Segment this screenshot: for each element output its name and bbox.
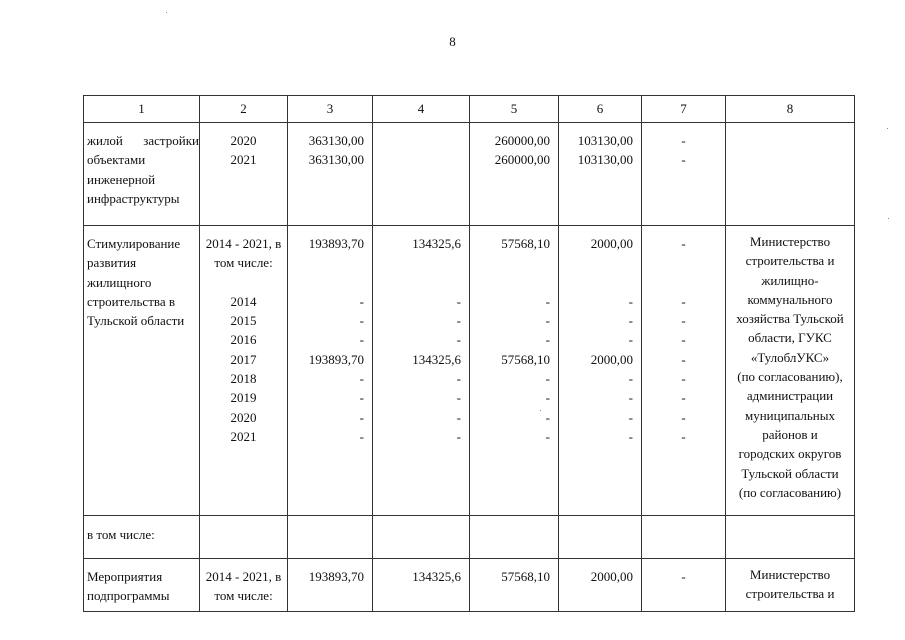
cell-line: 260000,00 [494,152,550,168]
cell-line: - [545,390,550,406]
cell-line: - [628,390,633,406]
cell-line: в том числе: [87,527,155,542]
cell-line: - [359,293,364,309]
amount-cell [470,516,559,559]
cell-line: - [545,313,550,329]
cell-line: 363130,00 [308,133,364,148]
period-cell [200,123,288,226]
cell-line [288,253,364,272]
cell-line: - [456,390,461,406]
cell-line: 2019 [230,390,257,406]
cell-line [470,273,550,292]
amount-cell [559,123,642,226]
cell-line: - [681,409,686,425]
scan-speck [166,12,167,13]
cell-line: 57568,10 [501,569,550,584]
cell-line: - [359,428,364,444]
cell-line: объектами [87,152,146,168]
cell-line: 134325,6 [412,236,461,251]
cell-line: 134325,6 [412,351,461,367]
cell-line: том числе: [214,255,273,271]
cell-line: - [456,428,461,444]
cell-line: - [628,371,633,387]
cell-line: - [545,371,550,387]
amount-cell [642,516,726,559]
cell-line [470,253,550,272]
cell-line: (по согласованию), [737,369,843,385]
column-header: 3 [288,96,373,123]
event-name-cell [84,559,200,612]
cell-line: 193893,70 [308,351,364,367]
cell-line: - [359,371,364,387]
cell-line: - [628,409,633,425]
cell-line: (по согласованию) [738,484,842,500]
page-number: 8 [449,34,456,49]
amount-cell [373,516,470,559]
column-header: 6 [559,96,642,123]
cell-line: - [359,313,364,329]
cell-line [642,253,725,272]
total-amount-cell [288,516,373,559]
period-cell [200,516,288,559]
table-row [84,516,855,559]
cell-line: строительства и [745,586,835,602]
amount-cell [470,226,559,516]
cell-line: развития [87,255,137,271]
cell-line: - [681,428,686,444]
amount-cell [559,559,642,612]
column-header: 8 [726,96,855,123]
cell-line: 2021 [230,152,257,168]
cell-line: - [628,428,633,444]
total-amount-cell [288,559,373,612]
amount-cell [373,123,470,226]
column-header: 2 [200,96,288,123]
amount-cell [642,123,726,226]
cell-line: - [628,313,633,329]
amount-cell [642,226,726,516]
column-header: 5 [470,96,559,123]
cell-line: 2016 [230,332,257,348]
event-name-cell [84,226,200,516]
column-header: 4 [373,96,470,123]
cell-line: - [681,152,686,168]
cell-line: том числе: [214,588,273,604]
cell-line: Министерство [749,234,831,249]
responsible-cell [726,516,855,559]
cell-line: районов и [762,426,818,442]
cell-line: 2018 [230,371,257,387]
cell-line: - [456,293,461,309]
cell-line [559,253,633,272]
cell-line: - [545,293,550,309]
cell-line: 134325,6 [412,569,461,584]
cell-line: - [681,390,686,406]
cell-line: администрации [746,388,834,404]
amount-cell [470,123,559,226]
cell-line [559,273,633,292]
cell-line: - [681,293,686,309]
cell-line: инфраструктуры [87,190,180,206]
cell-line: 2000,00 [590,236,633,251]
cell-line: - [359,390,364,406]
cell-line: Министерство [749,567,831,582]
amount-cell [559,226,642,516]
cell-line: 193893,70 [308,569,364,584]
cell-line: - [681,313,686,329]
cell-line: 363130,00 [308,152,364,168]
period-cell [200,559,288,612]
table-row [84,559,855,612]
cell-line: Мероприятия [87,569,163,584]
table-header-row [84,96,855,123]
amount-cell [559,516,642,559]
cell-line: - [456,332,461,348]
table-row [84,226,855,516]
cell-line [288,273,364,292]
cell-line: 2017 [230,351,257,367]
cell-line: - [359,332,364,348]
cell-line: хозяйства Тульской [736,311,844,327]
cell-line: Тульской области [741,465,839,481]
cell-line: Тульской области [87,313,185,329]
cell-line: - [456,313,461,329]
cell-line: - [545,409,550,425]
scan-speck [887,128,888,129]
cell-line: 260000,00 [494,133,550,148]
cell-line: 2021 [230,428,257,444]
scan-speck [888,218,889,219]
responsible-cell [726,559,855,612]
column-header: 7 [642,96,726,123]
cell-line: «ТулоблУКС» [750,349,830,365]
cell-line: 2015 [230,313,257,329]
budget-table [83,95,855,612]
section-label-cell [84,516,200,559]
cell-line: - [456,371,461,387]
cell-line: - [545,428,550,444]
cell-line: - [628,332,633,348]
cell-line: - [681,133,686,148]
cell-line: 57568,10 [501,351,550,367]
total-amount-cell [288,123,373,226]
cell-line: - [681,371,686,387]
cell-line: - [456,409,461,425]
cell-line: 103130,00 [577,152,633,168]
cell-line: строительства в [87,293,176,309]
cell-line [373,253,461,272]
amount-cell [470,559,559,612]
amount-cell [642,559,726,612]
cell-line: жилищно- [761,272,819,288]
cell-line: строительства и [745,253,835,269]
cell-line: 193893,70 [308,236,364,251]
total-amount-cell [288,226,373,516]
cell-line [642,273,725,292]
cell-line: - [681,332,686,348]
amount-cell [373,559,470,612]
cell-line: коммунального [747,291,833,307]
cell-line: 57568,10 [501,236,550,251]
cell-line: 2014 - 2021, в [205,236,282,251]
cell-line [200,273,287,292]
cell-line: 2014 [230,293,257,309]
responsible-cell [726,123,855,226]
cell-line: 2014 - 2021, в [205,569,282,584]
cell-line: 2020 [230,133,257,148]
cell-line: 103130,00 [577,133,633,148]
table-row [84,123,855,226]
responsible-cell [726,226,855,516]
cell-line: подпрограммы [87,588,170,604]
cell-line: - [359,409,364,425]
cell-line: - [681,351,686,367]
cell-line: муниципальных [744,407,835,423]
cell-line [373,273,461,292]
event-name-cell [84,123,200,226]
cell-line: - [628,293,633,309]
cell-line: - [681,569,686,584]
amount-cell [373,226,470,516]
cell-line: 2020 [230,409,257,425]
cell-line: - [681,236,686,251]
cell-line: жилищного [87,274,152,290]
cell-line: 2000,00 [590,351,633,367]
period-cell [200,226,288,516]
cell-line: - [545,332,550,348]
cell-line: инженерной [87,171,156,187]
column-header: 1 [84,96,200,123]
cell-line: городских округов [738,446,842,462]
cell-line: 2000,00 [590,569,633,584]
cell-line: жилой застройки [87,133,199,148]
cell-line: области, ГУКС [748,330,832,346]
cell-line: Стимулирование [87,236,181,251]
